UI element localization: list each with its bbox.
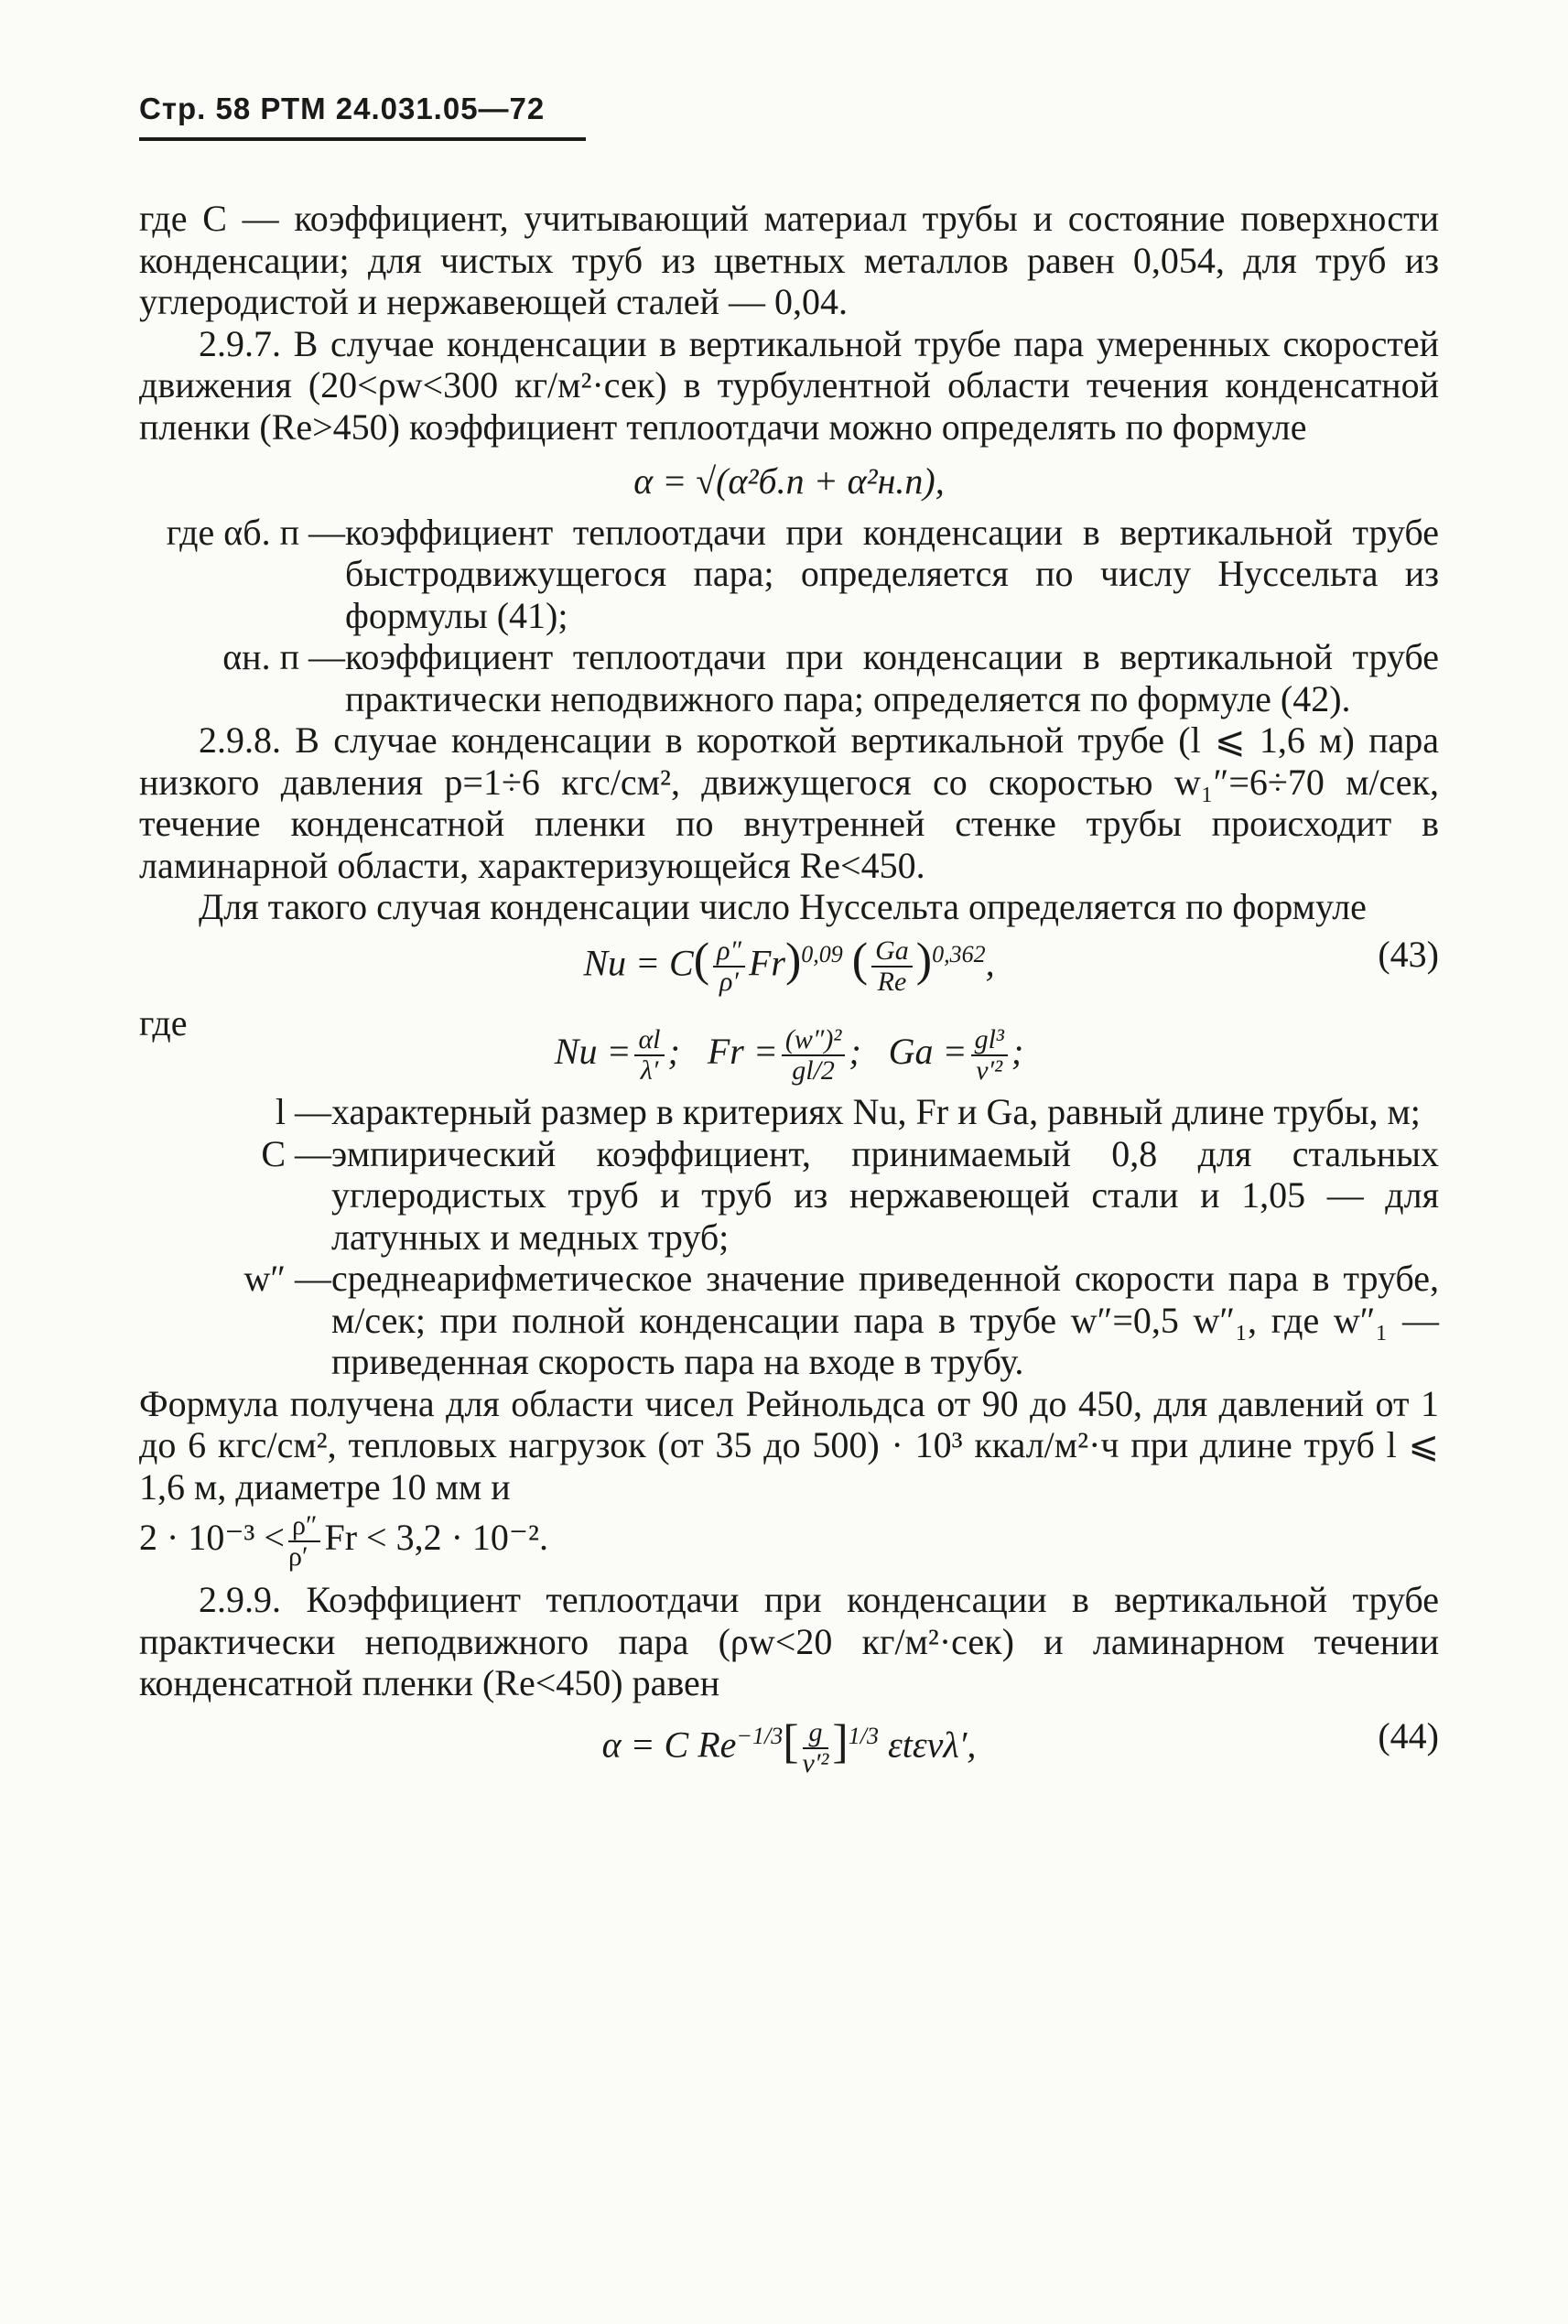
definition-item (139, 1091, 1439, 1133)
definition-body: среднеарифметическое значение приведенной скорости пара в трубе, м/сек; при полной конденсации пара в трубе w″=0,5 w″₁, где w″₁ — приведенная скорость пара на входе в трубу. (331, 1258, 1439, 1383)
ga-re-ratio: $\frac{Ga}{Re}$ (871, 936, 913, 997)
g-nu-fraction: $\frac{g}{\text{ν′²}}$ (802, 1716, 829, 1778)
definition-body: эмпирический коэффициент, принимаемый 0,8 для стальных углеродистых труб и труб из нержавеющей стали и 1,05 — для латунных и медных труб; (331, 1132, 1439, 1258)
formula-43-lhs: Nu = C (583, 941, 694, 983)
density-ratio: $\frac{\rho''}{\rho'}$ (713, 936, 745, 997)
formula-43: Nu = C( $\frac{\rho''}{\rho'}$ Fr)$^{0,09}$ ( $\frac{Ga}{Re}$ )$^{0,362}$, (43) (583, 933, 1439, 997)
formula-alpha (139, 460, 1439, 503)
definition-body: характерный размер в критериях Nu, Fr и Ga, равный длине трубы, м; (331, 1091, 1421, 1133)
formula-44: α = C $Re^{-1/3}$[ $\frac{g}{\text{ν′²}}$ ]$^{1/3}$ εtεvλ′, (44) (601, 1714, 1439, 1778)
definition-term: C — (261, 1132, 331, 1174)
definition-item (139, 1258, 1439, 1383)
definition-item (139, 636, 1439, 719)
paragraph-nusselt: Для такого случая конденсации число Нуссельта определяется по формуле (199, 886, 1367, 927)
definition-body: коэффициент теплоотдачи при конденсации в вертикальной трубе быстродвижущегося пара; определяется по числу Нуссельта из формулы (41); (345, 511, 1439, 636)
definition-term: где αб. п — (166, 511, 345, 553)
definition-item (139, 512, 1439, 637)
range-fraction: $\frac{\rho''}{\rho'}$ (288, 1511, 320, 1572)
nu-fraction: $\frac{\alpha l}{\lambda'}$ (634, 1025, 664, 1086)
paragraph-2-9-8: 2.9.8. В случае конденсации в короткой вертикальной трубе (l ⩽ 1,6 м) пара низкого давления p=1÷6 кгс/см², движущегося со скоростью w₁″=6÷70 м/сек, течение конденсатной пленки по внутренней стенке трубы происходит в ламинарной области, характеризующейся Re<450. (139, 719, 1439, 886)
equation-number-44: (44) (1378, 1714, 1439, 1757)
paragraph-2-9-9: 2.9.9. Коэффициент теплоотдачи при конденсации в вертикальной трубе практически неподвижного пара (ρw<20 кг/м²·сек) и ламинарном течении конденсатной пленки (Re<450) равен (139, 1579, 1439, 1704)
froude-symbol: Fr (748, 941, 785, 983)
definition-item (139, 1133, 1439, 1259)
formula-alpha-text: α = √(α²б.п + α²н.п), (633, 460, 945, 502)
paragraph-coefficient-c: где C — коэффициент, учитывающий материал трубы и состояние поверхности конденсации; для чистых труб из цветных металлов равен 0,054, для труб из углеродистой и нержавеющей сталей — 0,04. (139, 198, 1439, 322)
exponent-1: 0,09 (801, 940, 843, 967)
paragraph-formula-range-tail: 2 · 10⁻³ < $\frac{\rho''}{\rho'}$ Fr < 3,2 · 10⁻². (139, 1510, 549, 1573)
definition-term: αн. п — (222, 636, 345, 677)
fr-fraction: $\frac{\text{(w″)²}}{gl/2}$ (782, 1025, 845, 1086)
ga-fraction: $\frac{\text{gl³}}{\text{ν′²}}$ (971, 1025, 1008, 1086)
page-header: Стр. 58 РТМ 24.031.05—72 (139, 92, 546, 125)
definition-term: l — (275, 1091, 331, 1133)
formula-criteria: Nu = $\frac{\alpha l}{\lambda'}$ ; Fr = $\frac{\text{(w″)²}}{gl/2}$ ; Ga = $\frac{\text{gl³}}{\text{ν′²}}$ ; (554, 1024, 1024, 1086)
definition-term: w″ — (243, 1258, 331, 1300)
paragraph-formula-range: Формула получена для области чисел Рейнольдса от 90 до 450, для давлений от 1 до 6 кгс/см², тепловых нагрузок (от 35 до 500) · 10³ ккал/м²·ч при длине труб l ⩽ 1,6 м, диаметре 10 мм и (139, 1382, 1439, 1508)
definitions-criteria (139, 1091, 1439, 1383)
where-label: где (139, 1001, 188, 1043)
definition-body: коэффициент теплоотдачи при конденсации в вертикальной трубе практически неподвижного пара; определяется по формуле (42). (345, 636, 1439, 719)
equation-number-43: (43) (1378, 933, 1439, 975)
definitions-alpha (139, 512, 1439, 720)
paragraph-2-9-7: 2.9.7. В случае конденсации в вертикальной трубе пара умеренных скоростей движения (20<ρw<300 кг/м²·сек) в турбулентной области течения конденсатной пленки (Re>450) коэффициент теплоотдачи можно определять по формуле (139, 322, 1439, 448)
exponent-2: 0,362 (932, 940, 986, 967)
body-text (139, 198, 1439, 1778)
header-rule (139, 137, 586, 141)
